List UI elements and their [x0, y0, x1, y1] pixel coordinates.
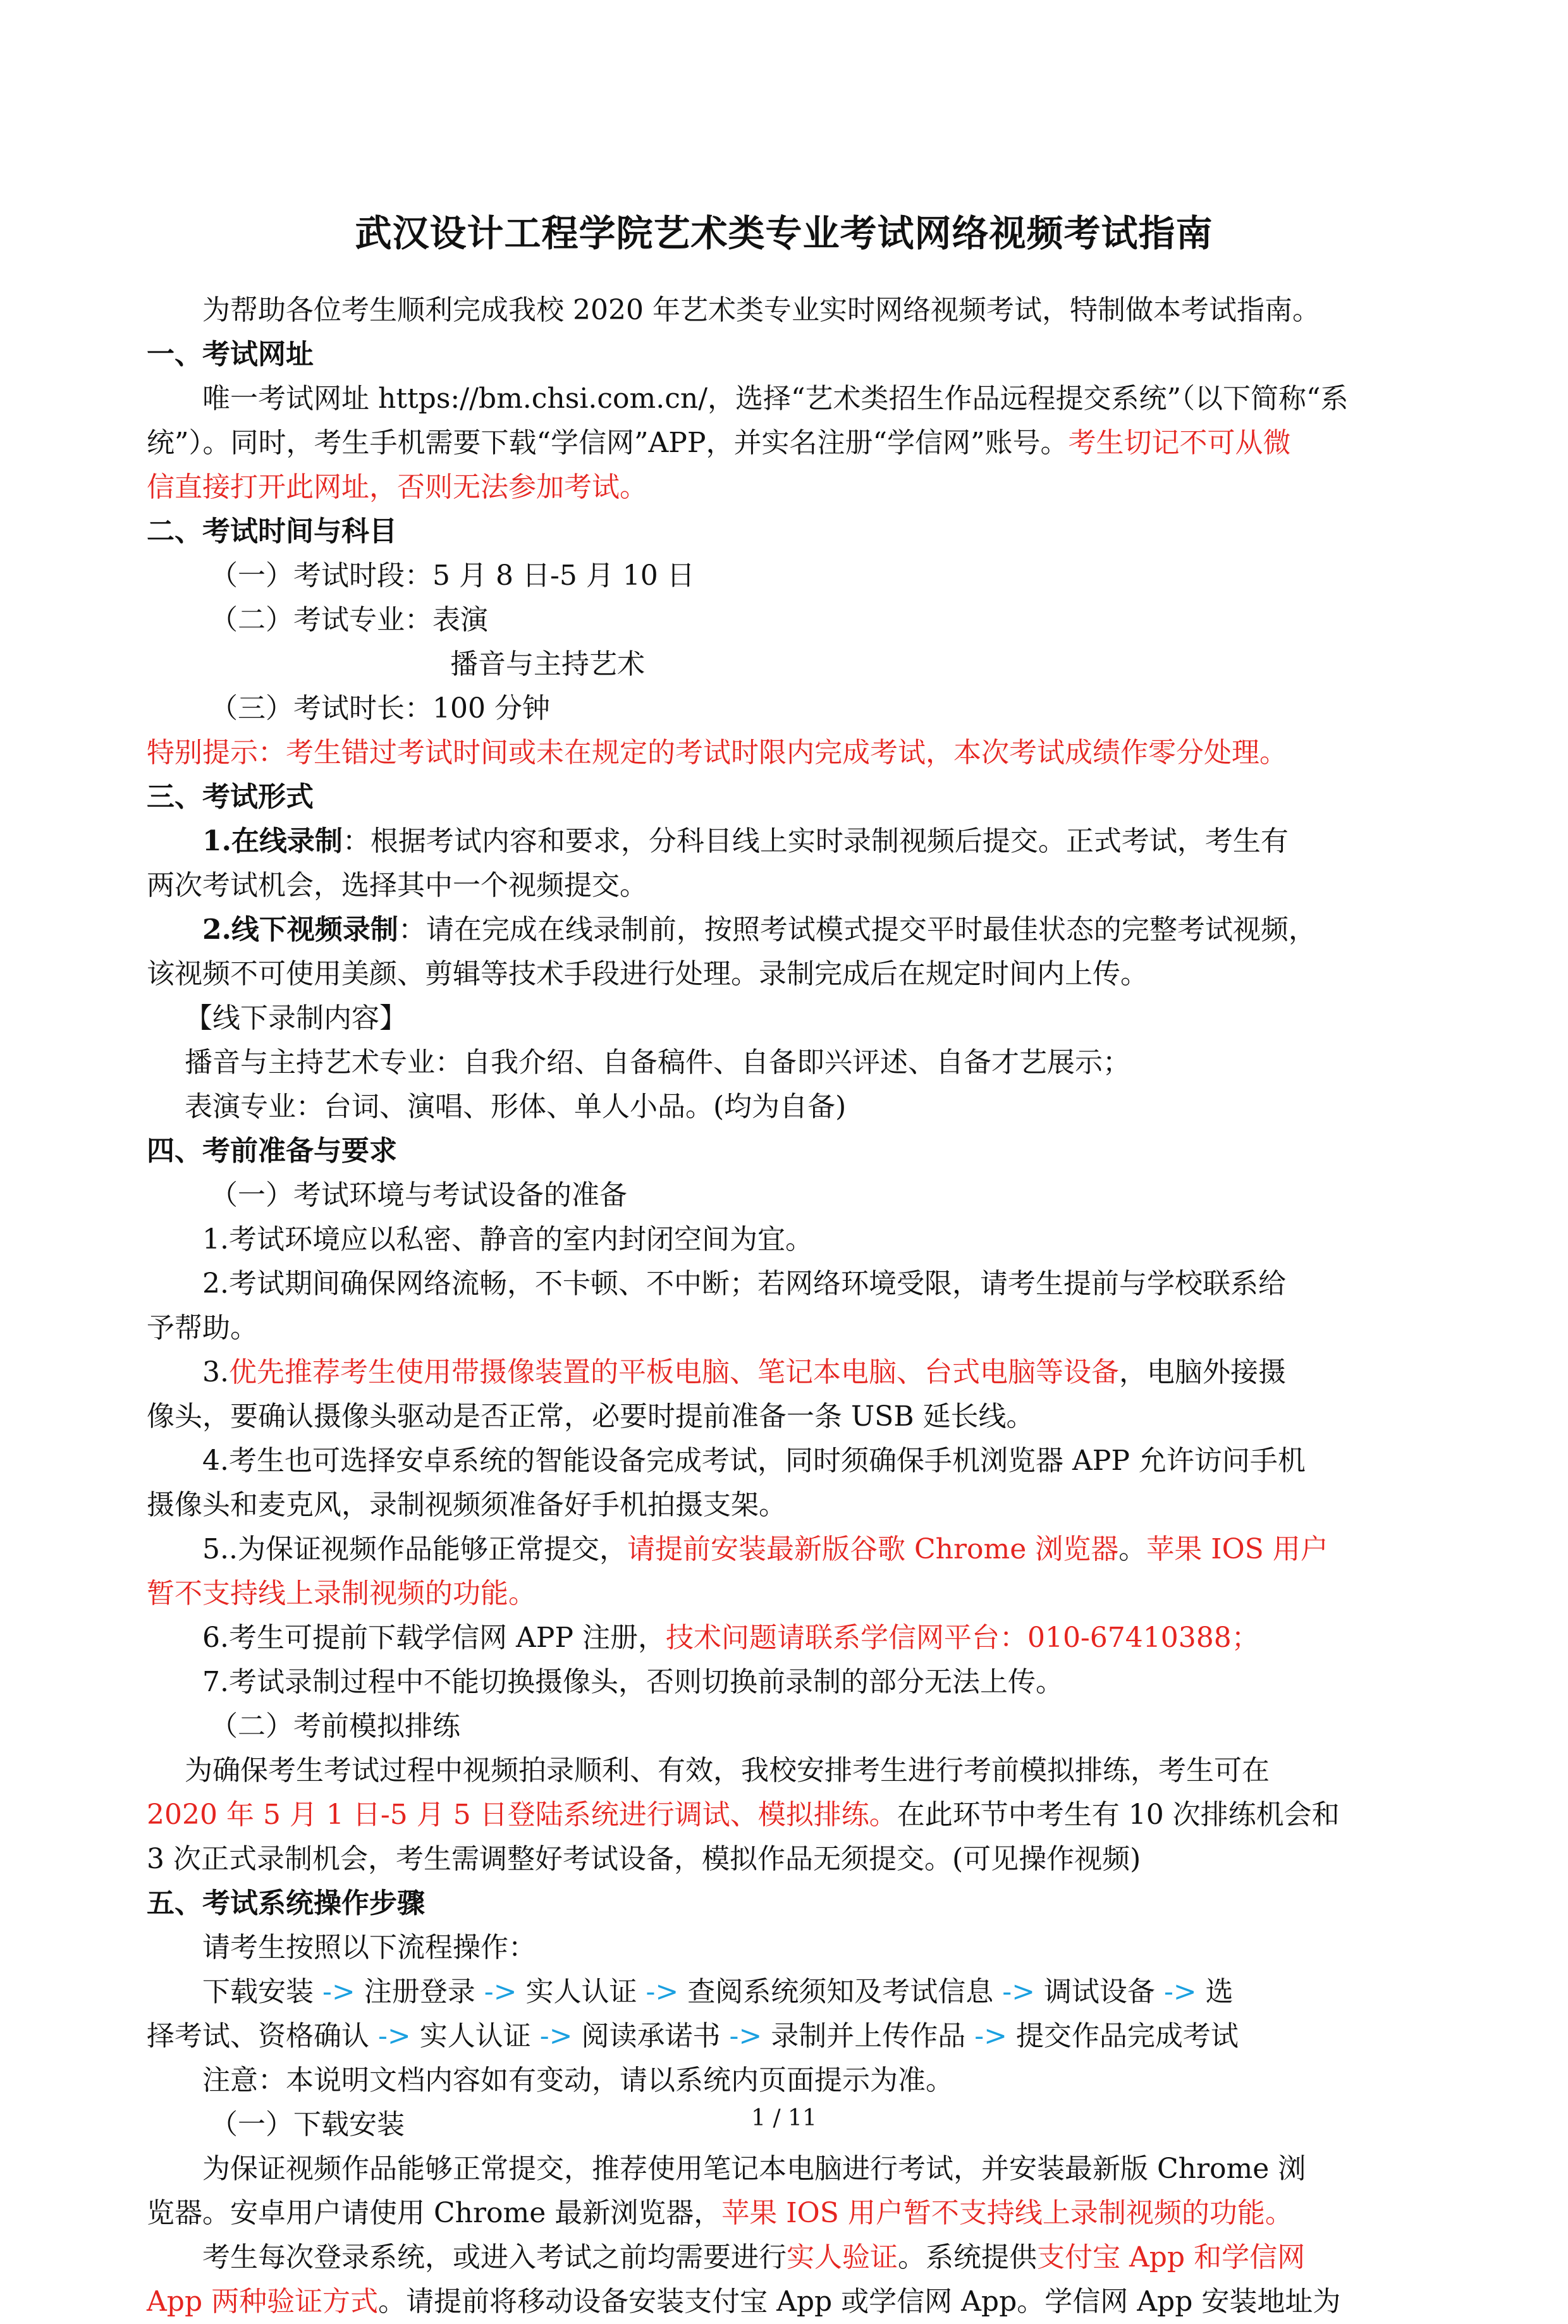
- content-line: 表演专业：台词、演唱、形体、单人小品。(均为自备): [185, 1091, 847, 1123]
- text-span: 览器。安卓用户请使用 Chrome 最新浏览器，: [147, 2197, 722, 2229]
- warning-text: 考生切记不可从微: [1068, 427, 1291, 459]
- paragraph-line: 予帮助。: [147, 1312, 258, 1344]
- flow-step: 录制并上传作品: [771, 2020, 966, 2052]
- warning-text: 支付宝 App 和学信网: [1037, 2241, 1306, 2273]
- flow-step: 下载安装: [202, 1976, 314, 2008]
- warning-text: 请提前安装最新版谷歌 Chrome 浏览器: [627, 1533, 1119, 1565]
- paragraph-line: 摄像头和麦克风，录制视频须准备好手机拍摄支架。: [147, 1489, 787, 1521]
- paragraph-line: 该视频不可使用美颜、剪辑等技术手段进行处理。录制完成后在规定时间内上传。: [147, 958, 1148, 990]
- subsection-heading: （一）下载安装: [210, 2108, 405, 2141]
- section-heading-3: 三、考试形式: [147, 781, 314, 813]
- paragraph-line: 为保证视频作品能够正常提交，推荐使用笔记本电脑进行考试，并安装最新版 Chrome 浏: [202, 2153, 1306, 2185]
- bold-label: 2.线下视频录制: [202, 914, 398, 946]
- paragraph-line: [147, 1793, 1421, 1837]
- section-heading-2: 二、考试时间与科目: [147, 515, 397, 547]
- warning-text: 优先推荐考生使用带摄像装置的平板电脑、笔记本电脑、台式电脑等设备: [228, 1356, 1119, 1388]
- paragraph-line: 唯一考试网址 https://bm.chsi.com.cn/，选择“艺术类招生作品远程提交系统”（以下简称“系: [202, 382, 1349, 415]
- flow-step: 注册登录: [364, 1976, 475, 2008]
- text-span: 。: [1118, 1533, 1147, 1565]
- list-item: （一）考试时段：5 月 8 日-5 月 10 日: [210, 560, 695, 592]
- warning-text: 暂不支持线上录制视频的功能。: [147, 1577, 536, 1610]
- section-heading-5: 五、考试系统操作步骤: [147, 1887, 425, 1919]
- text-span: 3.: [202, 1356, 229, 1388]
- paragraph-line: [147, 2191, 1421, 2235]
- text-span: 6.考生可提前下载学信网 APP 注册，: [202, 1622, 666, 1654]
- flow-step: 查阅系统须知及考试信息: [687, 1976, 994, 2008]
- content-line: 播音与主持艺术专业：自我介绍、自备稿件、自备即兴评述、自备才艺展示；: [185, 1046, 1130, 1079]
- flow-steps-line: [147, 1970, 1421, 2014]
- page-number: 1 / 11: [751, 2105, 817, 2131]
- arrow-icon: ->: [322, 1976, 355, 2008]
- flow-step: 调试设备: [1043, 1976, 1155, 2008]
- arrow-icon: ->: [539, 2020, 573, 2052]
- flow-step: 择考试、资格确认: [147, 2020, 369, 2052]
- paragraph-line: [147, 421, 1421, 465]
- paragraph-line: 为确保考生考试过程中视频拍录顺利、有效，我校安排考生进行考前模拟排练，考生可在: [185, 1754, 1270, 1787]
- list-item: 4.考生也可选择安卓系统的智能设备完成考试，同时须确保手机浏览器 APP 允许访问手机: [202, 1445, 1306, 1477]
- list-item-continuation: 播音与主持艺术: [450, 648, 645, 680]
- arrow-icon: ->: [974, 2020, 1007, 2052]
- list-item: [147, 1350, 1421, 1395]
- text-span: 在此环节中考生有 10 次排练机会和: [897, 1799, 1340, 1831]
- text-span: 考生每次登录系统，或进入考试之前均需要进行: [202, 2241, 787, 2273]
- arrow-icon: ->: [378, 2020, 411, 2052]
- warning-text: 苹果 IOS 用户: [1146, 1533, 1328, 1565]
- list-item: 2.考试期间确保网络流畅，不卡顿、不中断；若网络环境受限，请考生提前与学校联系给: [202, 1268, 1286, 1300]
- paragraph-line: [147, 2280, 1421, 2324]
- text-span: 5..为保证视频作品能够正常提交，: [202, 1533, 627, 1565]
- warning-text: 苹果 IOS 用户暂不支持线上录制视频的功能。: [721, 2197, 1293, 2229]
- flow-step: 提交作品完成考试: [1015, 2020, 1239, 2052]
- list-item: [147, 1527, 1421, 1572]
- warning-text: 2020 年 5 月 1 日-5 月 5 日登陆系统进行调试、模拟排练。: [147, 1799, 897, 1831]
- intro-paragraph: 为帮助各位考生顺利完成我校 2020 年艺术类专业实时网络视频考试，特制做本考试指南。: [202, 294, 1320, 326]
- arrow-icon: ->: [1163, 1976, 1197, 2008]
- paragraph-line: [147, 819, 1421, 864]
- special-notice: 特别提示：考生错过考试时间或未在规定的考试时限内完成考试，本次考试成绩作零分处理。: [147, 737, 1287, 769]
- paragraph-line: 3 次正式录制机会，考生需调整好考试设备，模拟作品无须提交。(可见操作视频): [147, 1843, 1141, 1875]
- content-title: 【线下录制内容】: [185, 1002, 407, 1034]
- flow-step: 阅读承诺书: [581, 2020, 721, 2052]
- list-item: [147, 1616, 1421, 1660]
- subsection-heading: （二）考前模拟排练: [210, 1710, 460, 1742]
- list-item: 1.考试环境应以私密、静音的室内封闭空间为宜。: [202, 1223, 813, 1256]
- list-item: 7.考试录制过程中不能切换摄像头，否则切换前录制的部分无法上传。: [202, 1666, 1063, 1698]
- section-heading-1: 一、考试网址: [147, 338, 314, 370]
- bold-label: 1.在线录制: [202, 825, 343, 857]
- paragraph-line: [147, 2235, 1421, 2280]
- flow-steps-line: [147, 2014, 1421, 2058]
- arrow-icon: ->: [1002, 1976, 1035, 2008]
- paragraph-line: 两次考试机会，选择其中一个视频提交。: [147, 869, 647, 902]
- section-heading-4: 四、考前准备与要求: [147, 1135, 397, 1167]
- document-title: 武汉设计工程学院艺术类专业考试网络视频考试指南: [355, 212, 1213, 255]
- arrow-icon: ->: [729, 2020, 763, 2052]
- text-span: ，电脑外接摄: [1118, 1356, 1286, 1388]
- note-line: 注意：本说明文档内容如有变动，请以系统内页面提示为准。: [202, 2064, 953, 2096]
- paragraph-line: 像头，要确认摄像头驱动是否正常，必要时提前准备一条 USB 延长线。: [147, 1400, 1034, 1433]
- warning-text: 技术问题请联系学信网平台：010-67410388；: [665, 1622, 1259, 1654]
- list-item: （二）考试专业：表演: [210, 604, 488, 636]
- subsection-heading: （一）考试环境与考试设备的准备: [210, 1179, 627, 1211]
- warning-text: 信直接打开此网址，否则无法参加考试。: [147, 471, 647, 503]
- document-body: [147, 288, 1421, 2324]
- arrow-icon: ->: [646, 1976, 679, 2008]
- flow-step: 实人认证: [419, 2020, 531, 2052]
- paragraph-line: [147, 908, 1421, 952]
- text-span: ：请在完成在线录制前，按照考试模式提交平时最佳状态的完整考试视频，: [398, 914, 1316, 946]
- text-span: ：根据考试内容和要求，分科目线上实时录制视频后提交。正式考试，考生有: [342, 825, 1289, 857]
- arrow-icon: ->: [484, 1976, 517, 2008]
- text-span: 。请提前将移动设备安装支付宝 App 或学信网 App。学信网 App 安装地址为: [378, 2285, 1341, 2318]
- list-item: （三）考试时长：100 分钟: [210, 692, 550, 725]
- warning-text: 实人验证: [787, 2241, 898, 2273]
- flow-step: 实人认证: [525, 1976, 637, 2008]
- paragraph-line: 请考生按照以下流程操作：: [202, 1931, 536, 1964]
- text-span: 。系统提供: [898, 2241, 1037, 2273]
- warning-text: App 两种验证方式: [147, 2285, 379, 2318]
- text-span: 统”）。同时，考生手机需要下载“学信网”APP，并实名注册“学信网”账号。: [147, 427, 1069, 459]
- flow-step: 选: [1205, 1976, 1234, 2008]
